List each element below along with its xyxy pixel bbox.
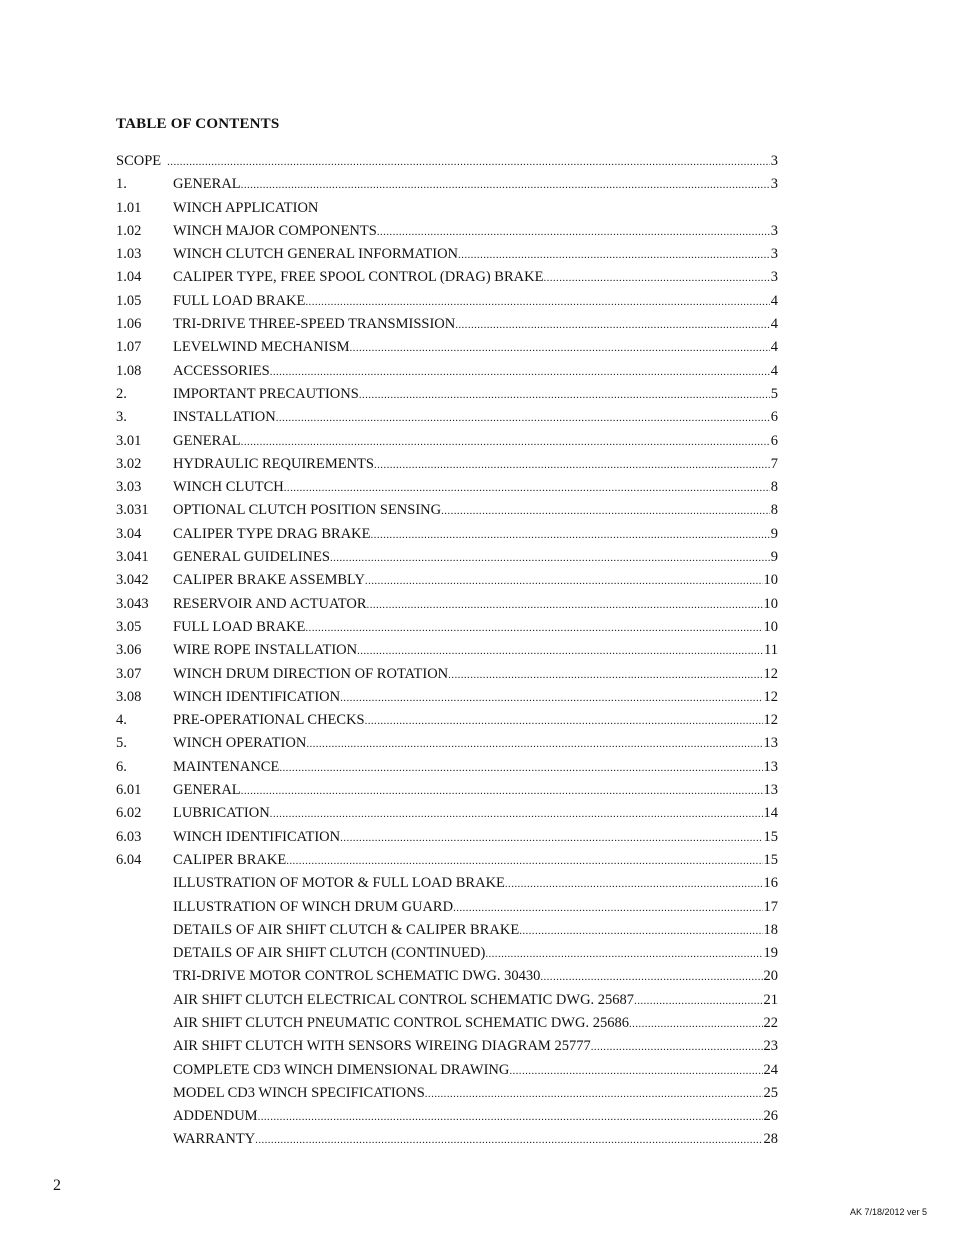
toc-row[interactable] — [116, 1012, 778, 1035]
toc-page: 25 — [763, 1084, 778, 1101]
toc-page: 13 — [763, 735, 778, 752]
toc-section-number: 6. — [116, 758, 127, 775]
dot-leader — [241, 780, 763, 803]
toc-section-number: 1.06 — [116, 316, 142, 333]
toc-title: ACCESSORIES — [173, 362, 270, 379]
dot-leader — [455, 314, 770, 337]
toc-page: 6 — [770, 432, 778, 449]
toc-section-number: 3.02 — [116, 455, 142, 472]
toc-row[interactable] — [116, 1105, 778, 1128]
toc-section-number: 1.01 — [116, 199, 142, 216]
toc-row[interactable] — [116, 430, 778, 453]
toc-section-number: 6.04 — [116, 851, 142, 868]
toc-title: CALIPER BRAKE ASSEMBLY — [173, 572, 365, 589]
dot-leader — [255, 1129, 762, 1152]
dot-leader — [306, 733, 762, 756]
toc-title: GENERAL GUIDELINES — [173, 549, 330, 566]
toc-page: 21 — [763, 991, 778, 1008]
toc-section-number: 3.07 — [116, 665, 142, 682]
toc-page: 11 — [764, 642, 778, 659]
toc-entry — [173, 989, 778, 1013]
page-number: 2 — [53, 1177, 61, 1194]
toc-row[interactable] — [116, 616, 778, 639]
toc-title: WINCH MAJOR COMPONENTS — [173, 222, 377, 239]
dot-leader — [543, 267, 769, 290]
toc-page: 20 — [763, 968, 778, 985]
dot-leader — [365, 710, 763, 733]
toc-title: WINCH CLUTCH — [173, 479, 284, 496]
dot-leader — [286, 850, 762, 873]
toc-row[interactable] — [116, 569, 778, 592]
toc-row[interactable] — [116, 383, 778, 406]
toc-title: CALIPER TYPE DRAG BRAKE — [173, 525, 371, 542]
toc-page: 28 — [763, 1131, 778, 1148]
toc-page: 13 — [763, 782, 778, 799]
toc-page: 16 — [763, 875, 778, 892]
dot-leader — [509, 1060, 762, 1083]
toc-title: FULL LOAD BRAKE — [173, 618, 306, 635]
toc-title: DETAILS OF AIR SHIFT CLUTCH (CONTINUED) — [173, 945, 486, 962]
toc-section-number: 1.08 — [116, 362, 142, 379]
toc-title: WINCH DRUM DIRECTION OF ROTATION — [173, 665, 449, 682]
toc-page: 7 — [770, 455, 778, 472]
toc-title: ADDENDUM — [173, 1108, 258, 1125]
dot-leader — [276, 407, 770, 430]
toc-scope-label: SCOPE — [116, 153, 162, 169]
toc-section-number: 3.05 — [116, 618, 142, 635]
dot-leader — [591, 1036, 763, 1059]
toc-row[interactable] — [116, 476, 778, 499]
toc-entry — [173, 453, 778, 477]
toc-section-number: 6.01 — [116, 782, 142, 799]
dot-leader — [371, 524, 770, 547]
toc-section-number: 3. — [116, 409, 127, 426]
toc-section-number: 4. — [116, 712, 127, 729]
dot-leader — [279, 757, 762, 780]
footer-revision-note: AK 7/18/2012 ver 5 — [849, 1207, 927, 1217]
dot-leader — [284, 477, 770, 500]
toc-page: 4 — [770, 316, 778, 333]
toc-row-scope[interactable] — [116, 150, 778, 173]
toc-section-number: 6.03 — [116, 828, 142, 845]
toc-row[interactable] — [116, 709, 778, 732]
toc-title: HYDRAULIC REQUIREMENTS — [173, 455, 374, 472]
toc-page: 9 — [770, 525, 778, 542]
toc-entry — [173, 663, 778, 687]
toc-row[interactable] — [116, 896, 778, 919]
toc-page: 4 — [770, 292, 778, 309]
toc-page: 4 — [770, 362, 778, 379]
dot-leader — [519, 920, 762, 943]
toc-section-number: 1.02 — [116, 222, 142, 239]
toc-entry — [173, 1012, 778, 1036]
toc-row[interactable] — [116, 942, 778, 965]
dot-leader — [359, 384, 770, 407]
dot-leader — [241, 431, 770, 454]
toc-entry — [173, 499, 778, 523]
toc-section-number: 1.05 — [116, 292, 142, 309]
toc-row[interactable] — [116, 826, 778, 849]
toc-entry — [173, 173, 778, 197]
toc-entry — [173, 1059, 778, 1083]
toc-entry — [173, 965, 778, 989]
toc-page: 3 — [770, 222, 778, 239]
toc-title: WINCH APPLICATION — [173, 199, 319, 216]
toc-section-number: 3.042 — [116, 572, 149, 589]
toc-page: 5 — [770, 385, 778, 402]
toc-page: 3 — [770, 269, 778, 286]
toc-row[interactable] — [116, 1059, 778, 1082]
toc-title: DETAILS OF AIR SHIFT CLUTCH & CALIPER BRAKE — [173, 921, 520, 938]
dot-leader — [357, 640, 763, 663]
toc-title: OPTIONAL CLUTCH POSITION SENSING — [173, 502, 442, 519]
toc-row[interactable] — [116, 453, 778, 476]
toc-title: WINCH IDENTIFICATION — [173, 828, 341, 845]
toc-row[interactable] — [116, 406, 778, 429]
toc-title: CALIPER BRAKE — [173, 851, 287, 868]
dot-leader — [330, 547, 770, 570]
toc-title: MODEL CD3 WINCH SPECIFICATIONS — [173, 1084, 425, 1101]
toc-title: GENERAL — [173, 432, 241, 449]
dot-leader — [540, 966, 762, 989]
toc-section-number: 5. — [116, 735, 127, 752]
dot-leader — [340, 687, 762, 710]
toc-entry — [173, 336, 778, 360]
toc-entry — [173, 639, 778, 663]
toc-section-number: 1.07 — [116, 339, 142, 356]
dot-leader — [374, 454, 770, 477]
toc-entry — [173, 290, 778, 314]
toc-title: WARRANTY — [173, 1131, 256, 1148]
dot-leader — [377, 221, 770, 244]
toc-row[interactable] — [116, 849, 778, 872]
toc-entry — [173, 476, 778, 500]
toc-title: GENERAL — [173, 782, 241, 799]
toc-entry — [173, 1035, 778, 1059]
table-of-contents — [116, 150, 778, 1152]
toc-page: 24 — [763, 1061, 778, 1078]
toc-page: 23 — [763, 1038, 778, 1055]
toc-section-number: 3.031 — [116, 502, 149, 519]
dot-leader — [365, 570, 763, 593]
toc-section-number: 3.08 — [116, 688, 142, 705]
dot-leader — [350, 337, 770, 360]
dot-leader — [453, 897, 762, 920]
dot-leader — [241, 174, 770, 197]
toc-row[interactable] — [116, 1082, 778, 1105]
toc-page: 4 — [770, 339, 778, 356]
toc-page: 13 — [763, 758, 778, 775]
dot-leader — [629, 1013, 763, 1036]
toc-page: 22 — [763, 1014, 778, 1031]
toc-title: AIR SHIFT CLUTCH WITH SENSORS WIREING DIAGRAM 25777 — [173, 1038, 591, 1055]
toc-section-number: 1.04 — [116, 269, 142, 286]
dot-leader — [367, 594, 763, 617]
toc-title: ILLUSTRATION OF WINCH DRUM GUARD — [173, 898, 454, 915]
toc-entry — [173, 896, 778, 920]
toc-entry — [173, 849, 778, 873]
toc-row[interactable] — [116, 266, 778, 289]
toc-title: WINCH CLUTCH GENERAL INFORMATION — [173, 246, 459, 263]
toc-row[interactable] — [116, 919, 778, 942]
toc-page: 6 — [770, 409, 778, 426]
toc-title: AIR SHIFT CLUTCH ELECTRICAL CONTROL SCHEMATIC DWG. 25687 — [173, 991, 635, 1008]
toc-entry — [173, 313, 778, 337]
toc-title: FULL LOAD BRAKE — [173, 292, 306, 309]
toc-row[interactable] — [116, 360, 778, 383]
toc-row[interactable] — [116, 243, 778, 266]
toc-title: INSTALLATION — [173, 409, 276, 426]
toc-title: WIRE ROPE INSTALLATION — [173, 642, 358, 659]
toc-title: GENERAL — [173, 176, 241, 193]
toc-row[interactable] — [116, 499, 778, 522]
toc-title: TRI-DRIVE THREE-SPEED TRANSMISSION — [173, 316, 456, 333]
toc-title: LEVELWIND MECHANISM — [173, 339, 350, 356]
toc-entry — [173, 756, 778, 780]
toc-entry — [173, 709, 778, 733]
toc-title: CALIPER TYPE, FREE SPOOL CONTROL (DRAG) BRAKE — [173, 269, 544, 286]
dot-leader — [305, 291, 769, 314]
dot-leader — [448, 664, 762, 687]
toc-entry — [173, 243, 778, 267]
dot-leader — [340, 827, 762, 850]
toc-page: 9 — [770, 549, 778, 566]
toc-title: TRI-DRIVE MOTOR CONTROL SCHEMATIC DWG. 30430 — [173, 968, 541, 985]
dot-leader — [270, 803, 763, 826]
toc-page: 12 — [763, 665, 778, 682]
toc-row[interactable] — [116, 989, 778, 1012]
toc-entry — [173, 546, 778, 570]
toc-section-number: 2. — [116, 385, 127, 402]
toc-row[interactable] — [116, 290, 778, 313]
toc-section-number: 1. — [116, 176, 127, 193]
toc-entry — [173, 779, 778, 803]
toc-entry — [173, 1082, 778, 1106]
toc-heading: TABLE OF CONTENTS — [116, 116, 280, 132]
dot-leader — [441, 500, 770, 523]
toc-page: 15 — [763, 851, 778, 868]
toc-title: PRE-OPERATIONAL CHECKS — [173, 712, 365, 729]
toc-entry — [173, 732, 778, 756]
toc-page: 26 — [763, 1108, 778, 1125]
toc-title: RESERVOIR AND ACTUATOR — [173, 595, 367, 612]
toc-row[interactable] — [116, 663, 778, 686]
toc-entry — [173, 942, 778, 966]
toc-title: AIR SHIFT CLUTCH PNEUMATIC CONTROL SCHEMATIC DWG. 25686 — [173, 1014, 629, 1031]
toc-title: WINCH OPERATION — [173, 735, 307, 752]
toc-section-number: 3.041 — [116, 549, 149, 566]
toc-page: 3 — [770, 246, 778, 263]
toc-entry — [173, 383, 778, 407]
toc-entry — [173, 1105, 778, 1129]
toc-section-number: 1.03 — [116, 246, 142, 263]
toc-section-number: 3.01 — [116, 432, 142, 449]
toc-page: 12 — [763, 712, 778, 729]
toc-entry — [173, 826, 778, 850]
toc-entry — [173, 872, 778, 896]
toc-entry — [173, 266, 778, 290]
toc-entry — [173, 1128, 778, 1152]
toc-row[interactable] — [116, 965, 778, 988]
toc-page: 14 — [763, 805, 778, 822]
toc-entry — [173, 616, 778, 640]
dot-leader — [258, 1106, 763, 1129]
toc-entry — [173, 220, 778, 244]
toc-page: 12 — [763, 688, 778, 705]
toc-row[interactable] — [116, 872, 778, 895]
dot-leader — [425, 1083, 763, 1106]
toc-entry — [173, 430, 778, 454]
toc-page: 8 — [770, 479, 778, 496]
dot-leader — [270, 361, 770, 384]
toc-title: WINCH IDENTIFICATION — [173, 688, 341, 705]
toc-entry — [173, 569, 778, 593]
toc-row[interactable] — [116, 1128, 778, 1151]
toc-title: COMPLETE CD3 WINCH DIMENSIONAL DRAWING — [173, 1061, 510, 1078]
dot-leader — [634, 990, 762, 1013]
toc-row[interactable] — [116, 779, 778, 802]
toc-page: 3 — [770, 153, 778, 169]
toc-row[interactable] — [116, 593, 778, 616]
toc-section-number: 6.02 — [116, 805, 142, 822]
toc-entry — [173, 593, 778, 617]
toc-row[interactable] — [116, 523, 778, 546]
toc-page: 10 — [763, 618, 778, 635]
dot-leader — [458, 244, 770, 267]
toc-page: 18 — [763, 921, 778, 938]
toc-title: LUBRICATION — [173, 805, 270, 822]
toc-row[interactable] — [116, 756, 778, 779]
toc-entry — [173, 686, 778, 710]
toc-row[interactable] — [116, 336, 778, 359]
dot-leader — [167, 151, 770, 174]
toc-entry — [173, 523, 778, 547]
toc-page: 3 — [770, 176, 778, 193]
toc-title: ILLUSTRATION OF MOTOR & FULL LOAD BRAKE — [173, 875, 505, 892]
dot-leader — [305, 617, 762, 640]
toc-page: 17 — [763, 898, 778, 915]
toc-entry — [173, 802, 778, 826]
dot-leader — [505, 873, 763, 896]
toc-page: 19 — [763, 945, 778, 962]
toc-section-number: 3.06 — [116, 642, 142, 659]
toc-page: 8 — [770, 502, 778, 519]
toc-section-number: 3.043 — [116, 595, 149, 612]
toc-entry — [173, 197, 778, 220]
toc-row[interactable] — [116, 686, 778, 709]
toc-page: 15 — [763, 828, 778, 845]
toc-row[interactable] — [116, 732, 778, 755]
toc-page: 10 — [763, 572, 778, 589]
toc-page: 10 — [763, 595, 778, 612]
toc-row[interactable] — [116, 802, 778, 825]
toc-title: IMPORTANT PRECAUTIONS — [173, 385, 359, 402]
toc-row[interactable] — [116, 313, 778, 336]
toc-entry — [173, 360, 778, 384]
dot-leader — [485, 943, 762, 966]
toc-entry — [173, 406, 778, 430]
toc-section-number: 3.04 — [116, 525, 142, 542]
toc-title: MAINTENANCE — [173, 758, 280, 775]
toc-row[interactable] — [116, 173, 778, 196]
toc-section-number: 3.03 — [116, 479, 142, 496]
toc-row[interactable] — [116, 546, 778, 569]
toc-row[interactable] — [116, 197, 778, 220]
toc-entry — [167, 150, 778, 174]
toc-entry — [173, 919, 778, 943]
toc-row[interactable] — [116, 1035, 778, 1058]
toc-row[interactable] — [116, 220, 778, 243]
toc-row[interactable] — [116, 639, 778, 662]
